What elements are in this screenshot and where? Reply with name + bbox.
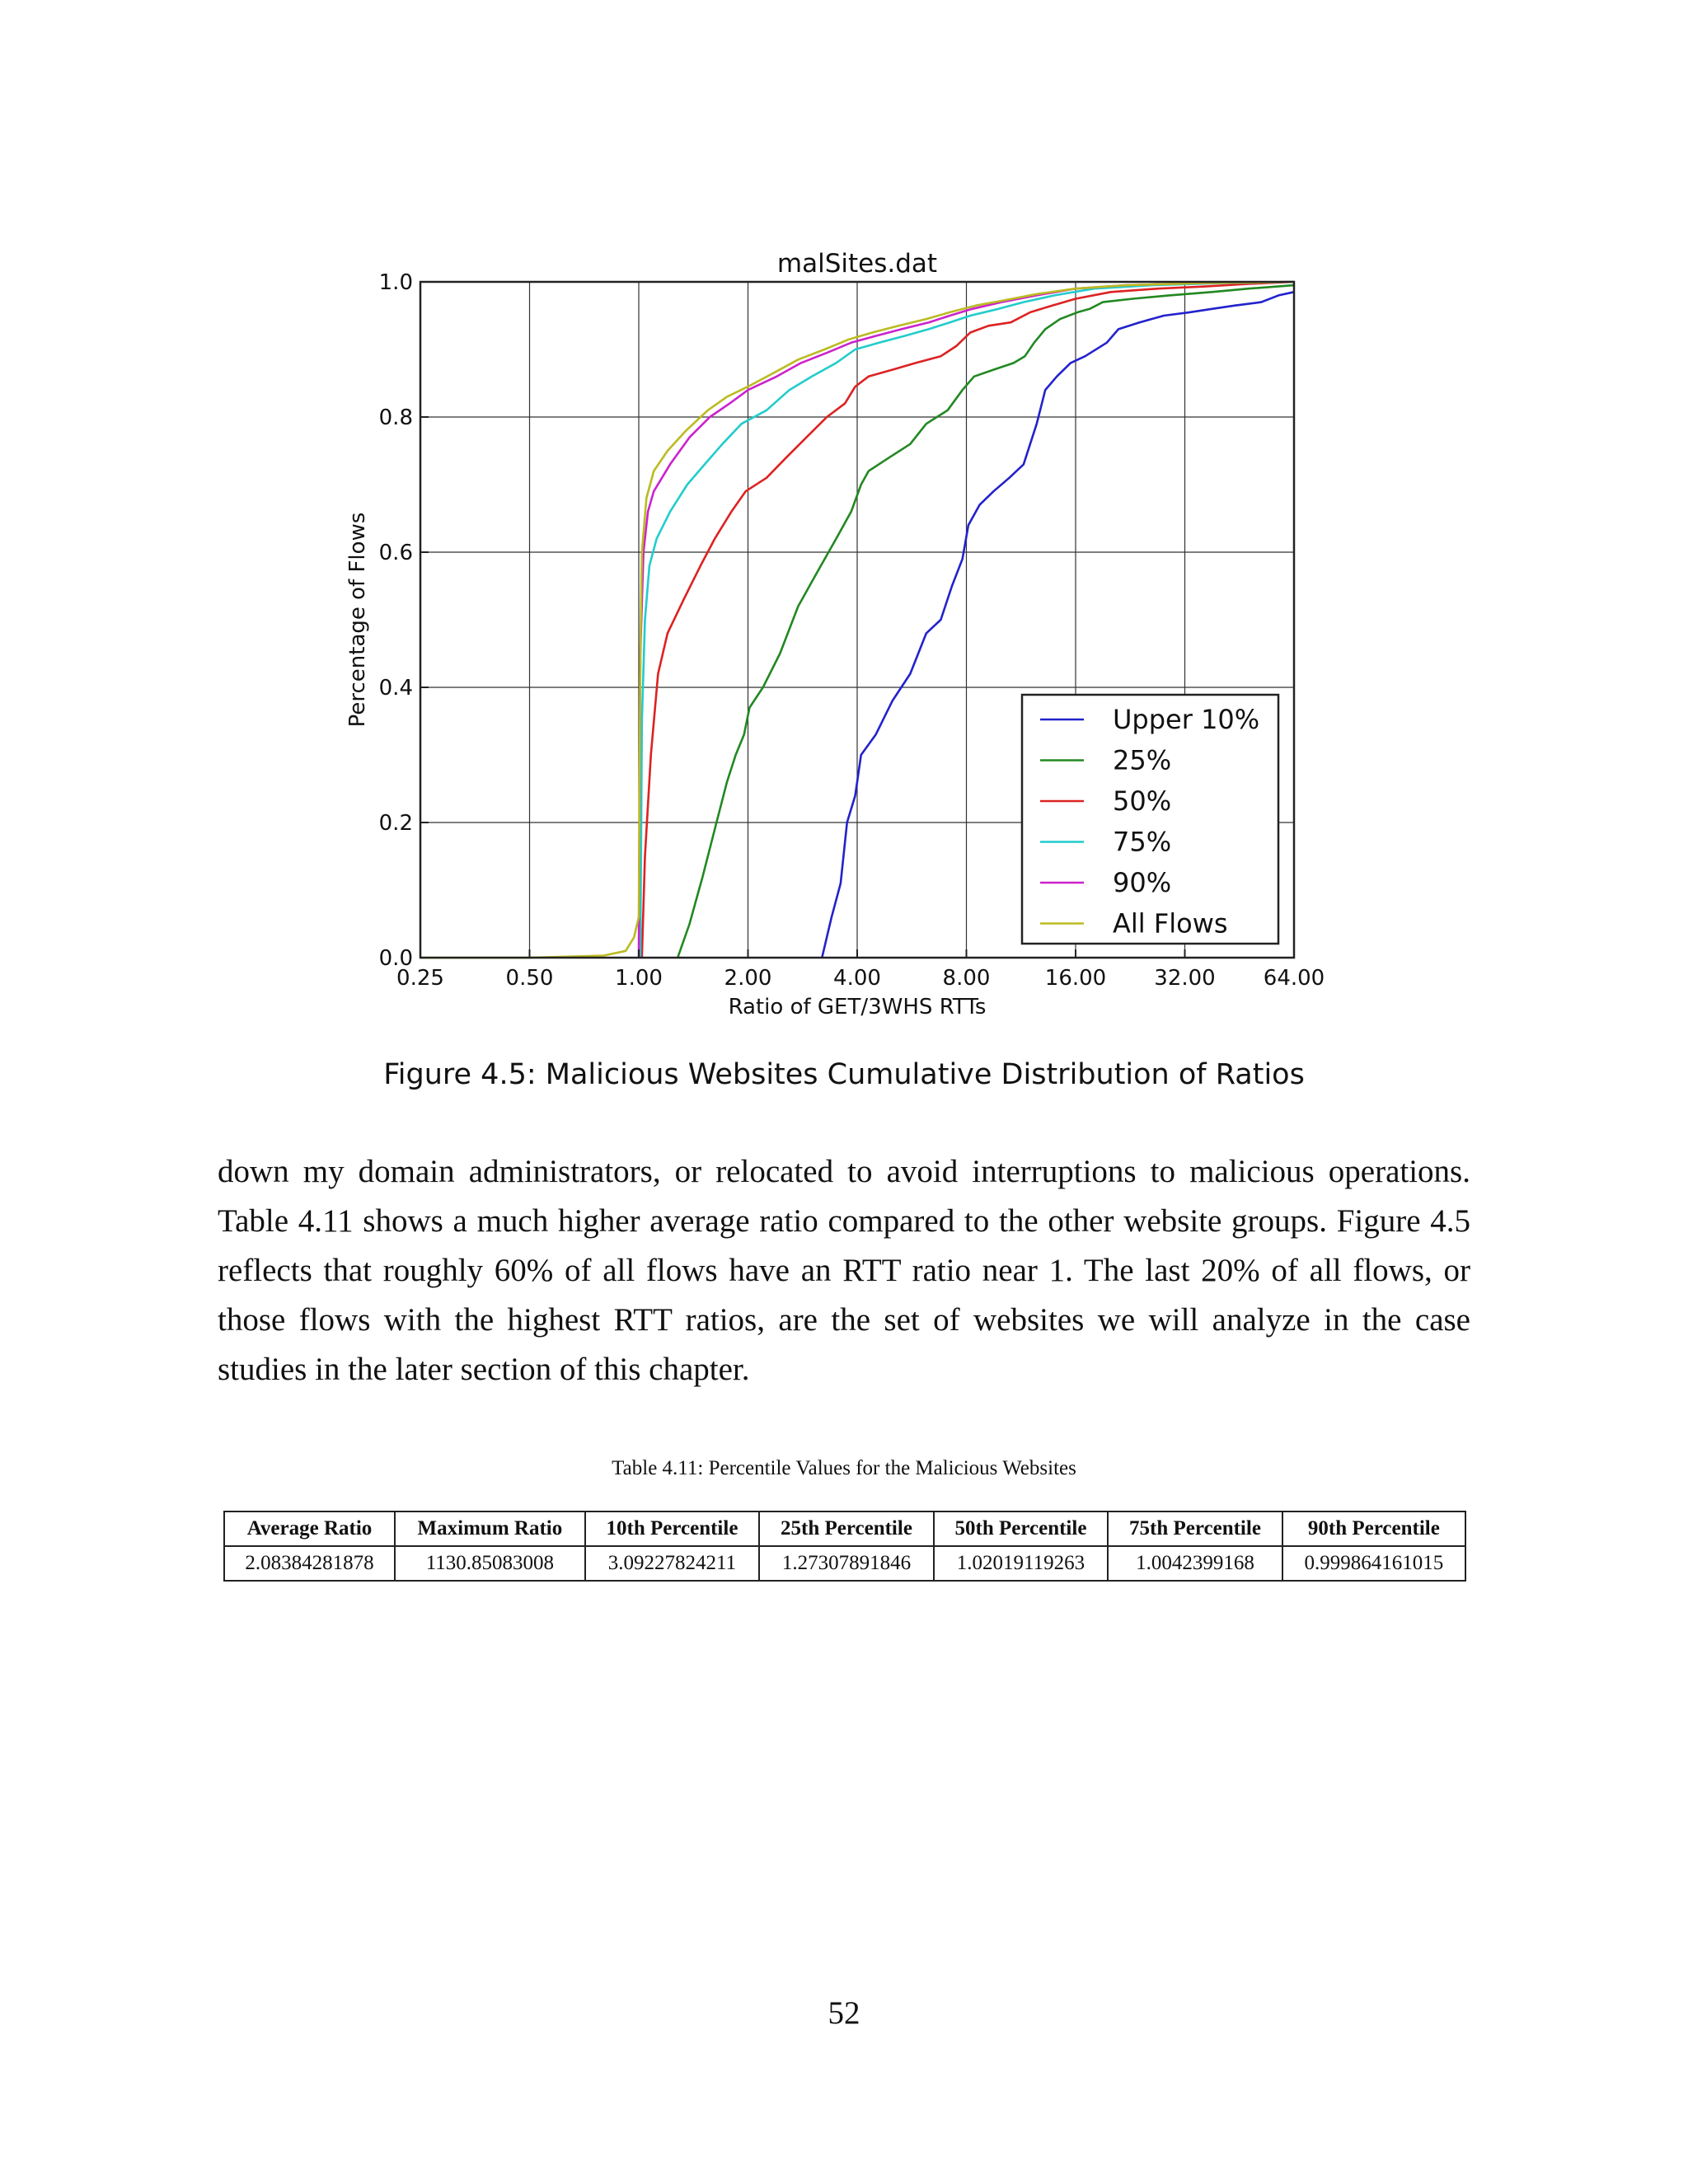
cell-25th-percentile: 1.27307891846	[759, 1546, 934, 1581]
x-axis-label: Ratio of GET/3WHS RTTs	[728, 995, 987, 1019]
table-caption: Table 4.11: Percentile Values for the Malicious Websites	[612, 1457, 1076, 1479]
x-tick-label: 2.00	[724, 966, 772, 991]
cell-maximum-ratio: 1130.85083008	[395, 1546, 585, 1581]
chart-legend	[1022, 695, 1278, 944]
x-tick-label: 0.25	[396, 966, 444, 991]
cell-75th-percentile: 1.0042399168	[1108, 1546, 1282, 1581]
y-axis-label: Percentage of Flows	[345, 512, 370, 728]
header-maximum-ratio: Maximum Ratio	[395, 1511, 585, 1546]
cell-10th-percentile: 3.09227824211	[585, 1546, 760, 1581]
cell-90th-percentile: 0.999864161015	[1282, 1546, 1465, 1581]
percentile-table	[223, 1511, 1466, 1582]
header-10th-percentile: 10th Percentile	[585, 1511, 760, 1546]
x-tick-label: 0.50	[505, 966, 554, 991]
legend-label: 90%	[1113, 867, 1172, 898]
x-tick-label: 32.00	[1154, 966, 1216, 991]
y-tick-label: 0.8	[378, 405, 413, 430]
body-paragraph: down my domain administrators, or relocated to avoid interruptions to malicious operations. Table 4.11 shows a much higher average ratio compared to the other website groups. Figure 4.5 reflects that roughly 60% of all flows have an RTT ratio near 1. The last 20% of all flows, or those flows with the highest RTT ratios, are the set of websites we will analyze in the case studies in the later section of this chapter.	[218, 1154, 1470, 1387]
header-90th-percentile: 90th Percentile	[1282, 1511, 1465, 1546]
legend-label: 75%	[1113, 826, 1172, 858]
figure-caption: Figure 4.5: Malicious Websites Cumulative Distribution of Ratios	[383, 1058, 1305, 1091]
x-tick-label: 1.00	[615, 966, 663, 991]
legend-label: 25%	[1113, 744, 1172, 776]
table-row	[224, 1546, 1465, 1581]
cdf-chart	[0, 0, 1688, 1030]
y-tick-label: 0.6	[378, 541, 413, 565]
x-tick-label: 4.00	[833, 966, 881, 991]
x-tick-label: 16.00	[1044, 966, 1107, 991]
y-tick-label: 1.0	[378, 270, 413, 295]
header-50th-percentile: 50th Percentile	[934, 1511, 1109, 1546]
chart-title: malSites.dat	[776, 249, 938, 279]
page-number: 52	[828, 1995, 860, 2031]
header-25th-percentile: 25th Percentile	[759, 1511, 934, 1546]
x-tick-label: 64.00	[1263, 966, 1325, 991]
y-tick-label: 0.2	[378, 811, 413, 836]
legend-label: Upper 10%	[1113, 704, 1260, 735]
y-tick-label: 0.4	[378, 676, 413, 701]
x-tick-label: 8.00	[942, 966, 991, 991]
legend-label: All Flows	[1113, 907, 1228, 940]
legend-label: 50%	[1113, 785, 1172, 817]
cell-50th-percentile: 1.02019119263	[934, 1546, 1109, 1581]
header-75th-percentile: 75th Percentile	[1108, 1511, 1282, 1546]
table-header-row	[224, 1511, 1465, 1546]
cell-average-ratio: 2.08384281878	[224, 1546, 395, 1581]
header-average-ratio: Average Ratio	[224, 1511, 395, 1546]
y-tick-label: 0.0	[378, 946, 413, 971]
